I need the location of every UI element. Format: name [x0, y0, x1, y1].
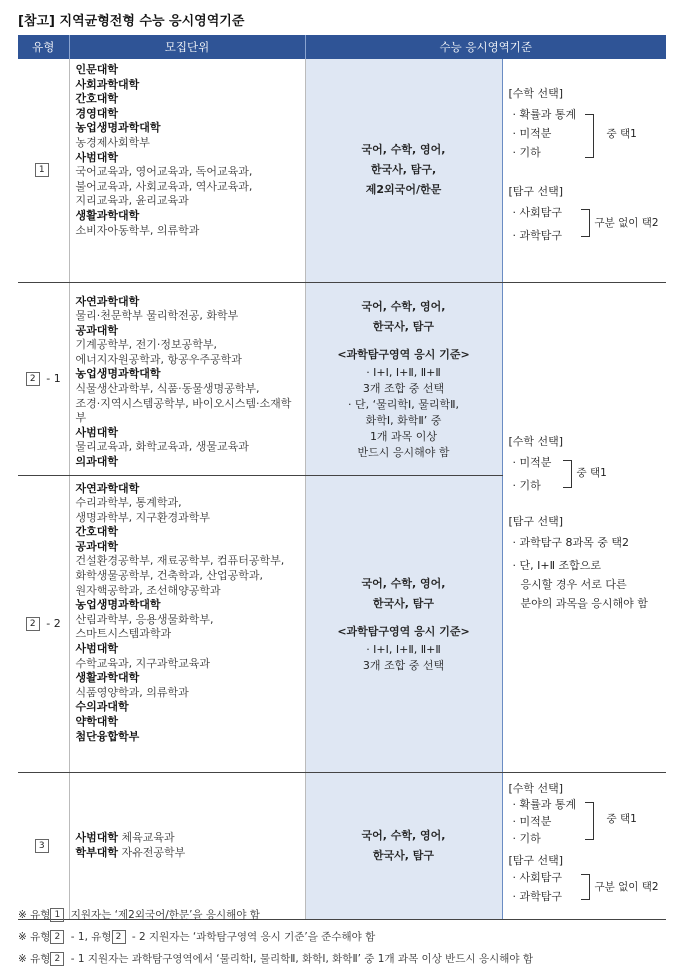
- table-row: [18, 282, 666, 475]
- inquiry-selection-head: [탐구 선택]: [508, 515, 564, 528]
- table-row: [18, 772, 666, 919]
- dept-list: 국어교육과, 영어교육과, 독어교육과, 불어교육과, 사회교육과, 역사교육과, 지리교육과, 윤리교육과: [75, 165, 253, 208]
- math-option: · 미적분: [512, 814, 552, 828]
- subjects-cell: [305, 475, 502, 772]
- math-option: · 확률과 통계: [512, 797, 577, 811]
- subject-line: 국어, 수학, 영어,: [361, 143, 446, 157]
- inquiry-option: · 과학탐구: [512, 229, 562, 243]
- criteria-line: 1개 과목 이상: [369, 429, 438, 443]
- college-name: 간호대학: [75, 92, 119, 106]
- inquiry-selection-head: [탐구 선택]: [508, 853, 564, 867]
- math-option: · 미적분: [512, 127, 552, 141]
- dept-list: 건설환경공학부, 재료공학부, 컴퓨터공학부, 화학생물공학부, 건축학과, 산업공학과, 원자핵공학과, 조선해양공학과: [75, 554, 285, 597]
- footnote-text: - 2 지원자는 ‘과학탐구영역 응시 기준’을 준수해야 함: [128, 931, 376, 943]
- type-suffix: - 1: [42, 371, 61, 385]
- footnote: [18, 926, 533, 948]
- footnote-text: - 1, 유형: [67, 931, 112, 943]
- subject-line: 국어, 수학, 영어,: [361, 576, 446, 590]
- inquiry-selection-head: [탐구 선택]: [508, 185, 564, 199]
- footnote-text: 지원자는 ‘제2외국어/한문’을 응시해야 함: [67, 909, 260, 921]
- type-cell: [18, 282, 69, 475]
- criteria-title: <과학탐구영역 응시 기준>: [337, 347, 470, 361]
- college-name: 공과대학: [75, 539, 119, 553]
- subject-line: 국어, 수학, 영어,: [361, 828, 446, 842]
- bracket-mark: [585, 802, 594, 840]
- college-name: 생활과학대학: [75, 208, 140, 222]
- type-suffix: - 2: [42, 616, 61, 630]
- dept-list: 식물생산과학부, 식품·동물생명공학부, 조경·지역시스템공학부, 바이오시스템·소재학부: [75, 382, 292, 425]
- math-selection-head: [수학 선택]: [508, 781, 564, 795]
- selection-cell: [502, 282, 666, 772]
- type-box: 3: [35, 839, 49, 853]
- header-csat: 수능 응시영역기준: [305, 35, 666, 59]
- dept-list: 수학교육과, 지구과학교육과: [75, 656, 211, 670]
- subject-line: 한국사, 탐구: [372, 596, 435, 610]
- college-name: 사회과학대학: [75, 77, 140, 91]
- criteria-line: · Ⅰ+Ⅰ, Ⅰ+Ⅱ, Ⅱ+Ⅱ: [366, 642, 441, 656]
- inquiry-option: · 단, Ⅰ+Ⅱ 조합으로: [512, 559, 601, 572]
- subjects-cell: [305, 282, 502, 475]
- dept-list: 소비자아동학부, 의류학과: [75, 223, 200, 237]
- inquiry-note: 응시할 경우 서로 다른: [520, 578, 627, 591]
- header-row: [18, 35, 666, 59]
- type-box: 1: [50, 908, 64, 922]
- subjects-cell: [305, 772, 502, 919]
- inquiry-option: · 사회탐구: [512, 870, 562, 884]
- college-name: 첨단융합학부: [75, 729, 140, 743]
- college-name: 농업생명과학대학: [75, 598, 161, 612]
- college-name: 공과대학: [75, 323, 119, 337]
- footnote-prefix: ※ 유형: [18, 909, 51, 921]
- college-name: 사범대학: [75, 642, 119, 656]
- selection-cell: [502, 59, 666, 282]
- inquiry-option: · 과학탐구: [512, 889, 562, 903]
- college-name: 간호대학: [75, 525, 119, 539]
- subject-line: 국어, 수학, 영어,: [361, 299, 446, 313]
- type-cell: [18, 475, 69, 772]
- college-name: 자연과학대학: [75, 481, 140, 495]
- dept-list: 식품영양학과, 의류학과: [75, 685, 189, 699]
- inquiry-note: 분야의 과목을 응시해야 함: [520, 597, 648, 610]
- type-box: 2: [50, 952, 64, 966]
- dept-list: 농경제사회학부: [75, 135, 150, 149]
- units-cell: [69, 59, 305, 282]
- footnote: [18, 904, 533, 926]
- header-units: 모집단위: [69, 35, 305, 59]
- criteria-line: 3개 조합 중 선택: [362, 658, 445, 672]
- csat-criteria-table: [18, 35, 666, 920]
- dept-list: 수리과학부, 통계학과, 생명과학부, 지구환경과학부: [75, 496, 211, 524]
- footnote-prefix: ※ 유형: [18, 931, 51, 943]
- inquiry-option: · 사회탐구: [512, 206, 562, 220]
- college-name: 사범대학: [75, 150, 119, 164]
- college-name: 농업생명과학대학: [75, 367, 161, 381]
- criteria-title: <과학탐구영역 응시 기준>: [337, 624, 470, 638]
- math-option: · 미적분: [512, 456, 552, 469]
- footnote-text: - 1 지원자는 과학탐구영역에서 ‘물리학Ⅰ, 물리학Ⅱ, 화학Ⅰ, 화학Ⅱ’ 중 1개 과목 이상 반드시 응시해야 함: [67, 953, 534, 965]
- bracket-mark: [585, 114, 594, 158]
- subject-line: 한국사, 탐구: [372, 848, 435, 862]
- inquiry-pick-label: 구분 없이 택2: [594, 880, 659, 893]
- math-pick-label: 중 택1: [606, 812, 637, 825]
- college-name: 의과대학: [75, 455, 119, 469]
- criteria-line: 화학Ⅰ, 화학Ⅱ’ 중: [365, 413, 442, 427]
- units-cell: [69, 282, 305, 475]
- dept-list: 물리·천문학부 물리학전공, 화학부: [75, 309, 239, 323]
- math-pick-label: 중 택1: [576, 467, 607, 479]
- type-box: 2: [26, 372, 40, 386]
- college-name: 사범대학: [75, 425, 119, 439]
- college-name: 생활과학대학: [75, 671, 140, 685]
- math-selection-head: [수학 선택]: [508, 435, 564, 448]
- college-name: 인문대학: [75, 63, 119, 76]
- type-cell: [18, 59, 69, 282]
- table-row: [18, 59, 666, 282]
- math-selection-head: [수학 선택]: [508, 87, 564, 101]
- criteria-line: 반드시 응시해야 함: [357, 445, 450, 459]
- inquiry-option: · 과학탐구 8과목 중 택2: [512, 536, 629, 549]
- math-option: · 기하: [512, 831, 541, 845]
- units-cell: [69, 772, 305, 919]
- header-type: 유형: [18, 35, 69, 59]
- page-title: [참고] 지역균형전형 수능 응시영역기준: [18, 14, 245, 29]
- dept-list: 체육교육과: [121, 830, 175, 844]
- bracket-mark: [581, 874, 590, 900]
- footnotes: [18, 904, 533, 970]
- footnote-prefix: ※ 유형: [18, 953, 51, 965]
- bracket-mark: [581, 209, 590, 237]
- inquiry-pick-label: 구분 없이 택2: [594, 217, 659, 230]
- selection-cell: [502, 772, 666, 919]
- type-cell: [18, 772, 69, 919]
- dept-list: 물리교육과, 화학교육과, 생물교육과: [75, 440, 249, 454]
- dept-list: 자유전공학부: [121, 845, 186, 859]
- subjects-cell: [305, 59, 502, 282]
- subject-line: 한국사, 탐구: [372, 319, 435, 333]
- college-name: 자연과학대학: [75, 294, 140, 308]
- bracket-mark: [563, 460, 572, 488]
- type-box: 2: [112, 930, 126, 944]
- college-name: 학부대학: [75, 845, 119, 859]
- college-name: 농업생명과학대학: [75, 121, 161, 135]
- units-cell: [69, 475, 305, 772]
- math-option: · 기하: [512, 479, 541, 492]
- college-name: 약학대학: [75, 715, 119, 728]
- college-name: 사범대학: [75, 830, 119, 844]
- criteria-line: · Ⅰ+Ⅰ, Ⅰ+Ⅱ, Ⅱ+Ⅱ: [366, 365, 441, 379]
- type-box: 1: [35, 163, 49, 177]
- type-box: 2: [50, 930, 64, 944]
- dept-list: 기계공학부, 전기·정보공학부, 에너지자원공학과, 항공우주공학과: [75, 338, 242, 366]
- type-box: 2: [26, 617, 40, 631]
- math-option: · 확률과 통계: [512, 108, 577, 122]
- dept-list: 산림과학부, 응용생물화학부, 스마트시스템과학과: [75, 612, 214, 641]
- criteria-line: · 단, ‘물리학Ⅰ, 물리학Ⅱ,: [347, 397, 459, 411]
- subject-line: 제2외국어/한문: [365, 183, 442, 197]
- math-pick-label: 중 택1: [606, 128, 637, 141]
- college-name: 수의과대학: [75, 700, 129, 714]
- footnote: [18, 948, 533, 970]
- criteria-line: 3개 조합 중 선택: [362, 381, 445, 395]
- math-option: · 기하: [512, 146, 541, 160]
- college-name: 경영대학: [75, 106, 119, 120]
- subject-line: 한국사, 탐구,: [370, 163, 437, 177]
